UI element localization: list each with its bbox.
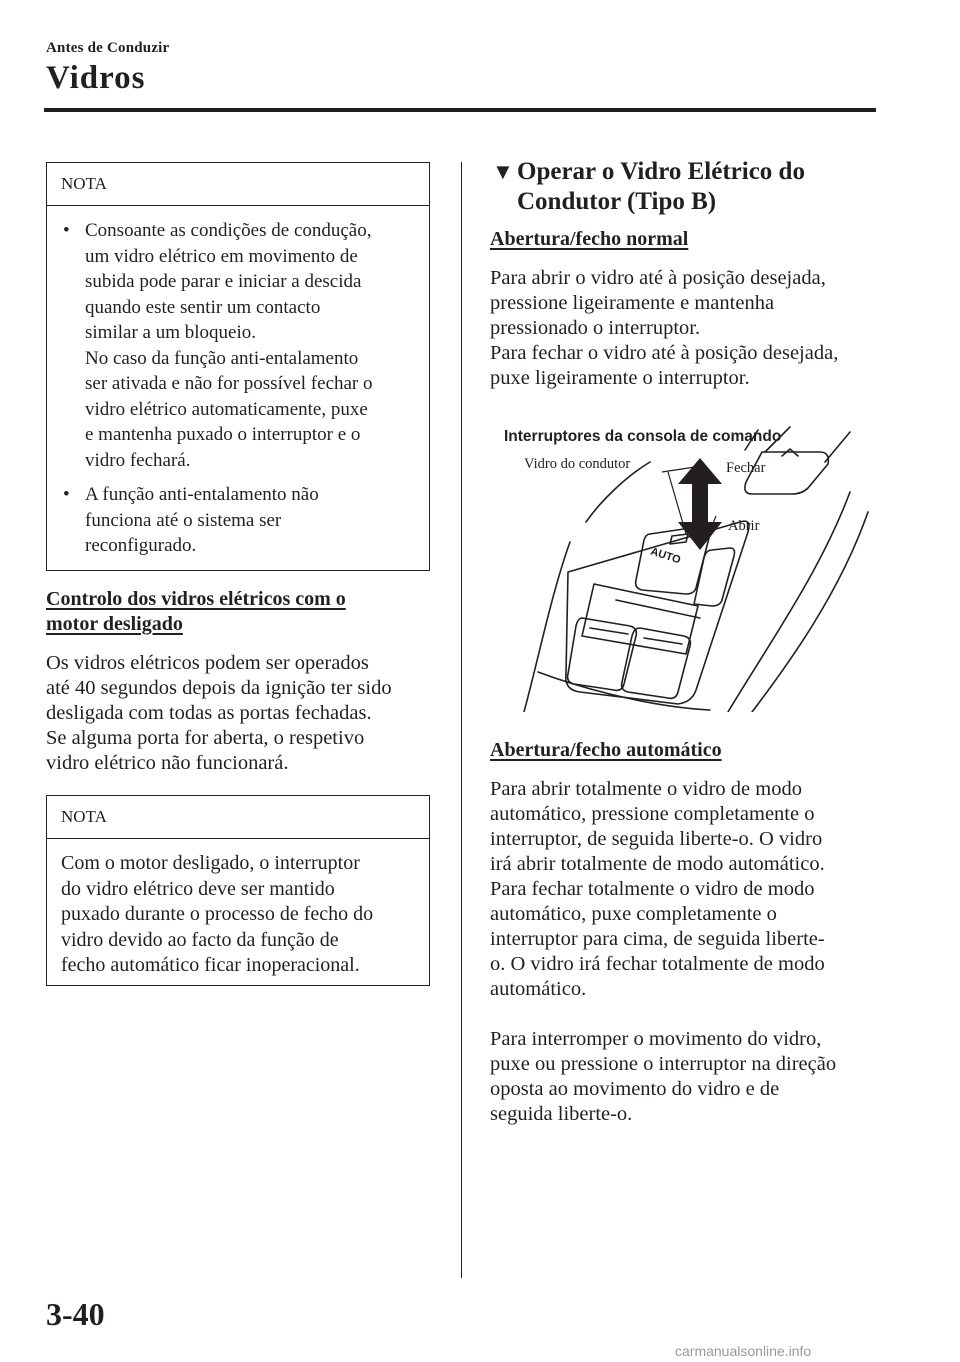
note-line: similar a um bloqueio. [85,322,256,343]
heading-line: Operar o Vidro Elétrico do [517,158,805,185]
figure-caption: Interruptores da consola de comando [504,428,782,445]
section-label: Antes de Conduzir [46,40,170,56]
paragraph-line: desligada com todas as portas fechadas. [46,702,372,724]
section-heading [493,157,805,217]
paragraph-line: vidro elétrico não funcionará. [46,752,289,774]
paragraph-line: o. O vidro irá fechar totalmente de modo [490,953,825,975]
paragraph-line: Para fechar o vidro até à posição desejada, [490,342,839,364]
note-line: Consoante as condições de condução, [85,220,372,241]
note-line: reconfigurado. [85,535,197,556]
note-body [47,839,429,989]
note-line: Com o motor desligado, o interruptor [61,852,360,874]
subhead-line: Controlo dos vidros elétricos com o [46,588,346,610]
note-heading: NOTA [47,163,429,206]
title-rule [44,108,876,112]
note-bullet [61,218,417,473]
paragraph-line: automático, pressione completamente o [490,803,815,825]
paragraph-auto [490,777,825,1002]
note-heading: NOTA [47,796,429,839]
paragraph-line: pressione ligeiramente e mantenha [490,292,775,314]
subhead-normal: Abertura/fecho normal [490,228,689,250]
note-line: vidro elétrico automaticamente, puxe [85,398,368,420]
triangle-down-icon: ▼ [492,159,514,184]
page-title: Vidros [46,60,146,96]
paragraph-line: puxe ligeiramente o interruptor. [490,367,750,389]
subhead-line: motor desligado [46,613,183,635]
note-line: vidro fechará. [85,449,191,471]
note-line: No caso da função anti-entalamento [85,347,359,369]
auto-switch-label: AUTO [648,545,683,567]
label-driver-window: Vidro do condutor [524,456,631,472]
note-box-1 [46,162,430,571]
note-line: A função anti-entalamento não [85,484,319,505]
paragraph-line: interruptor, de seguida liberte-o. O vidro [490,828,823,850]
column-divider [461,162,462,1278]
note-line: vidro devido ao facto da função de [61,928,339,951]
paragraph-line: Os vidros elétricos podem ser operados [46,652,369,674]
subhead-auto: Abertura/fecho automático [490,739,722,761]
paragraph-line: Para interromper o movimento do vidro, [490,1028,822,1050]
paragraph-line: Para abrir totalmente o vidro de modo [490,778,802,800]
paragraph-line: automático, puxe completamente o [490,903,777,925]
switch-illustration [490,422,870,712]
paragraph-line: automático. [490,978,587,1000]
paragraph-motor-off [46,651,392,776]
watermark: carmanualsonline.info [675,1343,812,1359]
paragraph-line: pressionado o interruptor. [490,317,701,339]
paragraph-line: oposta ao movimento do vidro e de [490,1078,780,1100]
note-bullet [61,482,417,559]
label-close: Fechar [726,460,766,476]
bullet-icon: • [63,220,70,241]
note-body [47,206,429,569]
paragraph-stop [490,1027,836,1127]
note-line: quando este sentir um contacto [85,296,321,318]
paragraph-line: até 40 segundos depois da ignição ter sido [46,677,392,699]
note-line: um vidro elétrico em movimento de [85,245,358,267]
paragraph-line: interruptor para cima, de seguida liberte- [490,928,825,950]
heading-line: Condutor (Tipo B) [517,188,717,215]
note-line: ser ativada e não for possível fechar o [85,373,373,394]
paragraph-line: Se alguma porta for aberta, o respetivo [46,727,365,749]
paragraph-line: Para fechar totalmente o vidro de modo [490,878,815,900]
paragraph-line: puxe ou pressione o interruptor na direção [490,1053,837,1075]
label-open: Abrir [728,518,760,534]
bullet-icon: • [63,484,70,505]
note-line: do vidro elétrico deve ser mantido [61,877,335,900]
note-line: subida pode parar e iniciar a descida [85,271,362,292]
note-box-2 [46,795,430,986]
note-line: funciona até o sistema ser [85,509,282,531]
page-number: 3-40 [46,1296,105,1332]
paragraph-line: irá abrir totalmente de modo automático. [490,853,825,875]
paragraph-line: Para abrir o vidro até à posição desejada, [490,267,826,289]
paragraph-normal [490,266,838,391]
paragraph-line: seguida liberte-o. [490,1103,633,1125]
subhead-motor-off [46,587,346,637]
note-line: e mantenha puxado o interruptor e o [85,424,361,445]
note-line: fecho automático ficar inoperacional. [61,954,360,976]
note-line: puxado durante o processo de fecho do [61,903,374,925]
